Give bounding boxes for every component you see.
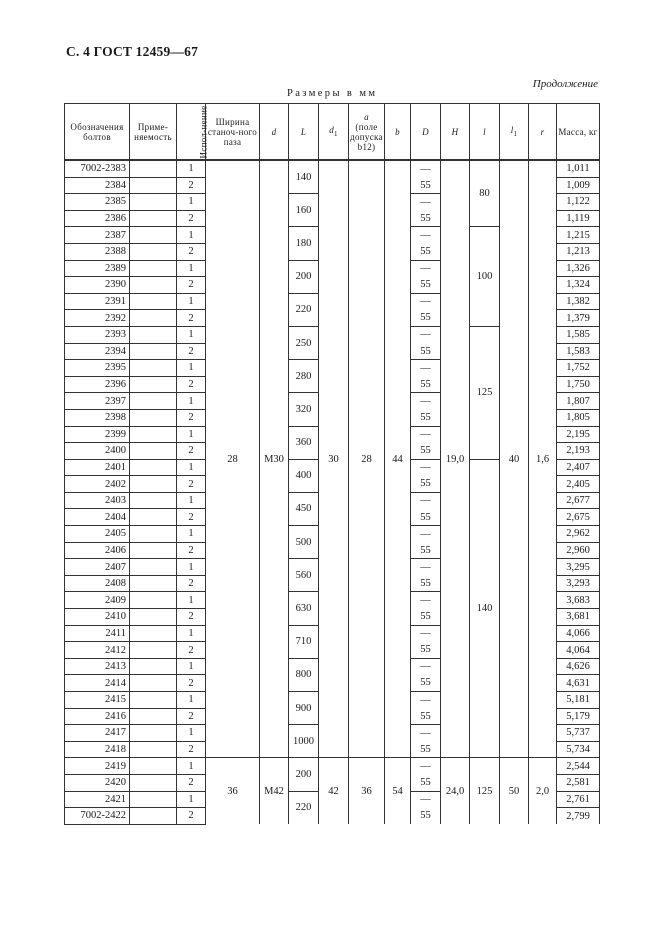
cell-mass: 1,213: [557, 243, 600, 260]
cell-execution: 2: [177, 343, 206, 360]
cell-applicability: [130, 160, 177, 177]
cell-mass: 2,407: [557, 459, 600, 476]
header-d1-label: d: [329, 124, 334, 135]
header-a-note: (поле допуска b12): [350, 121, 383, 152]
cell-applicability: [130, 675, 177, 692]
header-l1: [500, 104, 529, 161]
page-header: С. 4 ГОСТ 12459—67: [66, 44, 199, 59]
cell-execution: 2: [177, 542, 206, 559]
header-r: r: [529, 104, 557, 161]
cell-execution: 2: [177, 642, 206, 659]
cell-designation: 2404: [65, 509, 130, 526]
cell-D: —: [411, 360, 441, 377]
cell-L: 800: [289, 658, 319, 691]
cell-D: —: [411, 692, 441, 709]
cell-execution: 1: [177, 260, 206, 277]
cell-l: 80: [470, 160, 500, 227]
cell-D: —: [411, 625, 441, 642]
cell-D: 55: [411, 376, 441, 393]
cell-designation: 2397: [65, 393, 130, 410]
cell-designation: 2413: [65, 658, 130, 675]
cell-l: 125: [470, 326, 500, 459]
cell-mass: 1,585: [557, 326, 600, 343]
cell-l: 125: [470, 758, 500, 824]
cell-D: —: [411, 260, 441, 277]
cell-L: 200: [289, 260, 319, 293]
cell-L: 560: [289, 559, 319, 592]
cell-D: 55: [411, 741, 441, 758]
cell-designation: 2389: [65, 260, 130, 277]
cell-d: M30: [260, 160, 289, 758]
cell-applicability: [130, 774, 177, 791]
cell-r: 1,6: [529, 160, 557, 758]
cell-D: 55: [411, 509, 441, 526]
cell-D: —: [411, 326, 441, 343]
cell-designation: 2418: [65, 741, 130, 758]
cell-execution: 1: [177, 692, 206, 709]
cell-applicability: [130, 725, 177, 742]
cell-applicability: [130, 459, 177, 476]
cell-applicability: [130, 243, 177, 260]
cell-mass: 1,752: [557, 360, 600, 377]
cell-D: 55: [411, 343, 441, 360]
cell-L: 360: [289, 426, 319, 459]
cell-execution: 2: [177, 708, 206, 725]
cell-L: 160: [289, 194, 319, 227]
cell-designation: 2407: [65, 559, 130, 576]
cell-applicability: [130, 393, 177, 410]
cell-mass: 1,379: [557, 310, 600, 327]
cell-D: 55: [411, 708, 441, 725]
cell-applicability: [130, 609, 177, 626]
cell-L: 180: [289, 227, 319, 260]
cell-execution: 2: [177, 774, 206, 791]
cell-D: —: [411, 227, 441, 244]
cell-designation: 2412: [65, 642, 130, 659]
cell-mass: 2,193: [557, 443, 600, 460]
header-a-label: a: [364, 111, 369, 122]
cell-applicability: [130, 526, 177, 543]
cell-designation: 2417: [65, 725, 130, 742]
cell-applicability: [130, 409, 177, 426]
cell-execution: 2: [177, 243, 206, 260]
cell-mass: 4,631: [557, 675, 600, 692]
cell-execution: 2: [177, 277, 206, 294]
cell-D: 55: [411, 675, 441, 692]
header-l1-subscript: 1: [513, 129, 518, 138]
cell-execution: 1: [177, 160, 206, 177]
cell-L: 400: [289, 459, 319, 492]
cell-mass: 2,195: [557, 426, 600, 443]
cell-execution: 1: [177, 625, 206, 642]
cell-mass: 2,581: [557, 774, 600, 791]
header-D: D: [411, 104, 441, 161]
cell-mass: 3,681: [557, 609, 600, 626]
cell-d1: 30: [319, 160, 349, 758]
cell-D: 55: [411, 277, 441, 294]
cell-mass: 2,677: [557, 492, 600, 509]
cell-b: 54: [385, 758, 411, 824]
cell-designation: 2387: [65, 227, 130, 244]
cell-D: 55: [411, 243, 441, 260]
cell-mass: 1,750: [557, 376, 600, 393]
cell-designation: 2395: [65, 360, 130, 377]
cell-mass: 4,064: [557, 642, 600, 659]
cell-applicability: [130, 758, 177, 775]
cell-designation: 2398: [65, 409, 130, 426]
cell-L: 450: [289, 492, 319, 525]
header-a: [349, 104, 385, 161]
cell-execution: 1: [177, 492, 206, 509]
cell-H: 19,0: [441, 160, 470, 758]
cell-mass: 1,215: [557, 227, 600, 244]
cell-applicability: [130, 575, 177, 592]
cell-designation: 2408: [65, 575, 130, 592]
cell-designation: 2421: [65, 791, 130, 808]
cell-applicability: [130, 177, 177, 194]
cell-mass: 2,405: [557, 476, 600, 493]
cell-mass: 3,295: [557, 559, 600, 576]
header-d: d: [260, 104, 289, 161]
cell-applicability: [130, 194, 177, 211]
cell-applicability: [130, 227, 177, 244]
cell-L: 630: [289, 592, 319, 625]
cell-designation: 2402: [65, 476, 130, 493]
cell-designation: 2406: [65, 542, 130, 559]
header-execution-label: Испол-нение: [198, 105, 209, 158]
cell-applicability: [130, 625, 177, 642]
cell-mass: 1,805: [557, 409, 600, 426]
cell-mass: 2,761: [557, 791, 600, 808]
cell-applicability: [130, 426, 177, 443]
cell-execution: 1: [177, 227, 206, 244]
cell-applicability: [130, 360, 177, 377]
cell-D: 55: [411, 609, 441, 626]
cell-D: 55: [411, 310, 441, 327]
cell-applicability: [130, 808, 177, 825]
cell-D: —: [411, 160, 441, 177]
cell-execution: 2: [177, 741, 206, 758]
cell-designation: 2409: [65, 592, 130, 609]
cell-execution: 2: [177, 310, 206, 327]
cell-designation: 7002-2422: [65, 808, 130, 825]
cell-designation: 2414: [65, 675, 130, 692]
cell-execution: 2: [177, 575, 206, 592]
cell-mass: 1,324: [557, 277, 600, 294]
cell-designation: 2390: [65, 277, 130, 294]
cell-L: 710: [289, 625, 319, 658]
cell-execution: 2: [177, 476, 206, 493]
cell-designation: 2419: [65, 758, 130, 775]
cell-applicability: [130, 476, 177, 493]
cell-a: 36: [349, 758, 385, 824]
cell-L: 500: [289, 526, 319, 559]
cell-mass: 1,326: [557, 260, 600, 277]
cell-D: 55: [411, 542, 441, 559]
cell-mass: 5,737: [557, 725, 600, 742]
cell-applicability: [130, 310, 177, 327]
cell-applicability: [130, 509, 177, 526]
cell-L: 220: [289, 791, 319, 824]
cell-D: 55: [411, 476, 441, 493]
cell-D: —: [411, 459, 441, 476]
cell-designation: 2385: [65, 194, 130, 211]
cell-execution: 2: [177, 443, 206, 460]
cell-applicability: [130, 542, 177, 559]
header-applicability: Приме-няемость: [130, 104, 177, 161]
cell-D: —: [411, 725, 441, 742]
cell-designation: 7002-2383: [65, 160, 130, 177]
cell-L: 280: [289, 360, 319, 393]
cell-applicability: [130, 741, 177, 758]
cell-applicability: [130, 326, 177, 343]
header-L: L: [289, 104, 319, 161]
cell-D: 55: [411, 642, 441, 659]
header-l1-label: l: [510, 124, 514, 135]
cell-execution: 1: [177, 426, 206, 443]
cell-execution: 1: [177, 360, 206, 377]
cell-designation: 2384: [65, 177, 130, 194]
cell-D: 55: [411, 808, 441, 825]
cell-designation: 2393: [65, 326, 130, 343]
cell-mass: 3,293: [557, 575, 600, 592]
cell-H: 24,0: [441, 758, 470, 824]
cell-designation: 2396: [65, 376, 130, 393]
header-execution: [177, 104, 209, 161]
cell-applicability: [130, 376, 177, 393]
table-header-row: [65, 104, 600, 161]
cell-execution: 2: [177, 210, 206, 227]
cell-applicability: [130, 210, 177, 227]
cell-L: 140: [289, 160, 319, 194]
cell-slot-width: 36: [206, 758, 260, 824]
dimensions-note: Размеры в мм: [287, 88, 378, 99]
cell-D: —: [411, 393, 441, 410]
cell-slot-width: 28: [206, 160, 260, 758]
cell-applicability: [130, 642, 177, 659]
cell-applicability: [130, 343, 177, 360]
cell-mass: 1,122: [557, 194, 600, 211]
cell-designation: 2391: [65, 293, 130, 310]
cell-execution: 1: [177, 326, 206, 343]
cell-l1: 40: [500, 160, 529, 758]
cell-mass: 2,675: [557, 509, 600, 526]
cell-d: M42: [260, 758, 289, 824]
cell-D: 55: [411, 177, 441, 194]
cell-execution: 2: [177, 808, 206, 825]
header-H: H: [441, 104, 470, 161]
cell-designation: 2401: [65, 459, 130, 476]
cell-mass: 2,799: [557, 808, 600, 825]
cell-designation: 2411: [65, 625, 130, 642]
cell-mass: 4,066: [557, 625, 600, 642]
cell-applicability: [130, 692, 177, 709]
cell-designation: 2399: [65, 426, 130, 443]
cell-d1: 42: [319, 758, 349, 824]
cell-execution: 2: [177, 177, 206, 194]
cell-mass: 1,119: [557, 210, 600, 227]
cell-mass: 4,626: [557, 658, 600, 675]
cell-L: 220: [289, 293, 319, 326]
cell-designation: 2386: [65, 210, 130, 227]
cell-l: 140: [470, 459, 500, 758]
cell-b: 44: [385, 160, 411, 758]
cell-D: 55: [411, 409, 441, 426]
cell-applicability: [130, 277, 177, 294]
header-d1: [319, 104, 349, 161]
cell-execution: 1: [177, 459, 206, 476]
header-d1-subscript: 1: [334, 129, 338, 138]
cell-D: —: [411, 426, 441, 443]
cell-execution: 1: [177, 393, 206, 410]
cell-applicability: [130, 260, 177, 277]
cell-D: 55: [411, 210, 441, 227]
cell-mass: 5,179: [557, 708, 600, 725]
bolt-dimensions-table: [64, 103, 600, 825]
cell-mass: 1,583: [557, 343, 600, 360]
cell-execution: 2: [177, 409, 206, 426]
cell-L: 250: [289, 326, 319, 359]
cell-designation: 2392: [65, 310, 130, 327]
cell-designation: 2394: [65, 343, 130, 360]
cell-designation: 2410: [65, 609, 130, 626]
cell-execution: 1: [177, 725, 206, 742]
cell-D: 55: [411, 443, 441, 460]
cell-designation: 2415: [65, 692, 130, 709]
table-row: [65, 758, 600, 775]
cell-execution: 1: [177, 758, 206, 775]
cell-L: 200: [289, 758, 319, 791]
cell-applicability: [130, 658, 177, 675]
cell-D: —: [411, 559, 441, 576]
cell-execution: 1: [177, 592, 206, 609]
continued-label: Продолжение: [532, 78, 598, 90]
cell-D: —: [411, 758, 441, 775]
cell-mass: 5,734: [557, 741, 600, 758]
cell-execution: 2: [177, 675, 206, 692]
header-slot-width: Ширина станоч-ного паза: [206, 104, 260, 161]
cell-D: —: [411, 293, 441, 310]
cell-D: —: [411, 492, 441, 509]
cell-r: 2,0: [529, 758, 557, 824]
header-l: l: [470, 104, 500, 161]
header-mass: Масса, кг: [557, 104, 600, 161]
cell-mass: 2,544: [557, 758, 600, 775]
cell-designation: 2388: [65, 243, 130, 260]
cell-applicability: [130, 708, 177, 725]
cell-L: 320: [289, 393, 319, 426]
cell-execution: 1: [177, 559, 206, 576]
header-designation: Обозначения болтов: [65, 104, 130, 161]
cell-mass: 1,807: [557, 393, 600, 410]
cell-designation: 2403: [65, 492, 130, 509]
cell-applicability: [130, 492, 177, 509]
cell-applicability: [130, 791, 177, 808]
cell-mass: 1,011: [557, 160, 600, 177]
cell-L: 1000: [289, 725, 319, 758]
cell-execution: 1: [177, 658, 206, 675]
cell-applicability: [130, 293, 177, 310]
cell-execution: 1: [177, 293, 206, 310]
cell-execution: 1: [177, 194, 206, 211]
cell-mass: 1,009: [557, 177, 600, 194]
cell-D: 55: [411, 774, 441, 791]
cell-execution: 1: [177, 791, 206, 808]
cell-l1: 50: [500, 758, 529, 824]
cell-execution: 2: [177, 509, 206, 526]
cell-designation: 2416: [65, 708, 130, 725]
cell-mass: 2,960: [557, 542, 600, 559]
cell-mass: 1,382: [557, 293, 600, 310]
cell-applicability: [130, 443, 177, 460]
cell-D: —: [411, 791, 441, 808]
cell-execution: 2: [177, 376, 206, 393]
cell-D: —: [411, 658, 441, 675]
cell-applicability: [130, 559, 177, 576]
cell-a: 28: [349, 160, 385, 758]
header-b: b: [385, 104, 411, 161]
cell-designation: 2400: [65, 443, 130, 460]
cell-mass: 3,683: [557, 592, 600, 609]
cell-D: —: [411, 194, 441, 211]
cell-execution: 1: [177, 526, 206, 543]
cell-designation: 2405: [65, 526, 130, 543]
table-row: [65, 160, 600, 177]
cell-mass: 5,181: [557, 692, 600, 709]
cell-applicability: [130, 592, 177, 609]
cell-L: 900: [289, 692, 319, 725]
cell-D: —: [411, 526, 441, 543]
cell-l: 100: [470, 227, 500, 327]
cell-execution: 2: [177, 609, 206, 626]
cell-D: —: [411, 592, 441, 609]
cell-designation: 2420: [65, 774, 130, 791]
cell-mass: 2,962: [557, 526, 600, 543]
cell-D: 55: [411, 575, 441, 592]
